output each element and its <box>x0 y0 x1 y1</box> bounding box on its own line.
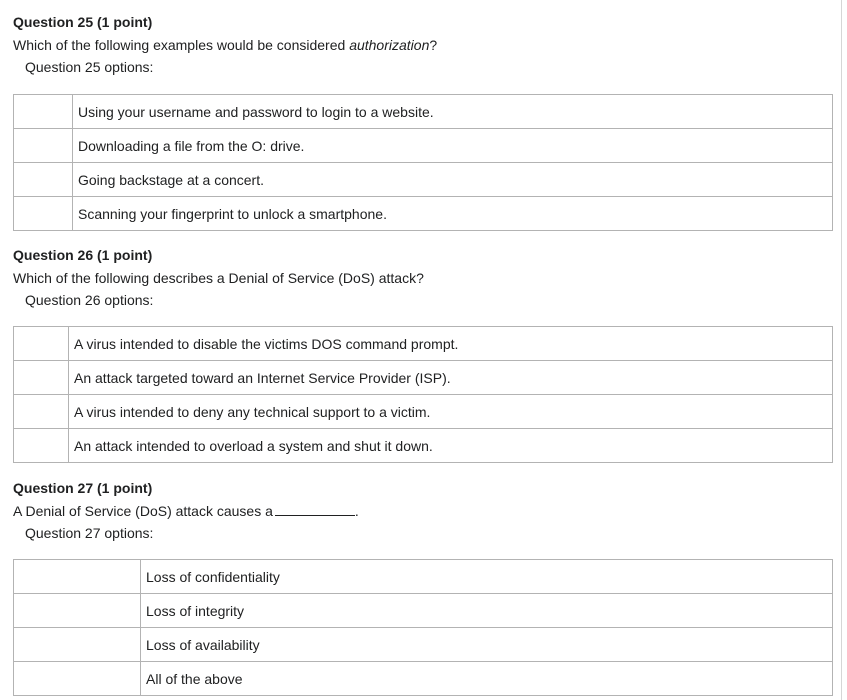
option-select-cell[interactable] <box>14 662 141 696</box>
option-row[interactable] <box>14 628 833 662</box>
option-select-cell[interactable] <box>14 628 141 662</box>
option-row[interactable] <box>14 327 833 361</box>
option-row[interactable] <box>14 594 833 628</box>
option-text[interactable]: A virus intended to deny any technical support to a victim. <box>69 395 833 429</box>
option-row[interactable] <box>14 129 833 163</box>
question-26 <box>13 247 833 454</box>
option-select-cell[interactable] <box>14 395 69 429</box>
option-row[interactable] <box>14 429 833 463</box>
question-text: Which of the following describes a Denial of Service (DoS) attack? <box>13 270 424 286</box>
option-text[interactable]: Scanning your fingerprint to unlock a smartphone. <box>73 197 833 231</box>
option-select-cell[interactable] <box>14 327 69 361</box>
question-title: Question 26 (1 point) <box>13 247 153 263</box>
option-text[interactable]: An attack targeted toward an Internet Service Provider (ISP). <box>69 361 833 395</box>
option-text[interactable]: A virus intended to disable the victims DOS command prompt. <box>69 327 833 361</box>
options-table <box>13 94 833 231</box>
option-row[interactable] <box>14 395 833 429</box>
option-text[interactable]: Loss of confidentiality <box>141 560 833 594</box>
option-select-cell[interactable] <box>14 429 69 463</box>
option-select-cell[interactable] <box>14 163 73 197</box>
option-text[interactable]: All of the above <box>141 662 833 696</box>
option-select-cell[interactable] <box>14 129 73 163</box>
options-table <box>13 326 833 463</box>
option-select-cell[interactable] <box>14 197 73 231</box>
page-right-border <box>841 0 842 700</box>
question-text: Which of the following examples would be considered authorization? <box>13 37 438 53</box>
options-table <box>13 559 833 696</box>
question-options-label: Question 25 options: <box>25 59 154 75</box>
option-row[interactable] <box>14 662 833 696</box>
question-25 <box>13 14 833 222</box>
option-select-cell[interactable] <box>14 361 69 395</box>
question-emphasis: authorization <box>349 37 430 53</box>
option-text[interactable]: Downloading a file from the O: drive. <box>73 129 833 163</box>
option-text[interactable]: Going backstage at a concert. <box>73 163 833 197</box>
option-text[interactable]: An attack intended to overload a system and shut it down. <box>69 429 833 463</box>
option-row[interactable] <box>14 361 833 395</box>
option-text[interactable]: Loss of availability <box>141 628 833 662</box>
option-row[interactable] <box>14 560 833 594</box>
option-row[interactable] <box>14 163 833 197</box>
question-options-label: Question 26 options: <box>25 292 154 308</box>
question-options-label: Question 27 options: <box>25 525 154 541</box>
question-27 <box>13 480 833 687</box>
question-title: Question 25 (1 point) <box>13 14 153 30</box>
question-text: A Denial of Service (DoS) attack causes a . <box>13 503 359 519</box>
option-select-cell[interactable] <box>14 560 141 594</box>
question-title: Question 27 (1 point) <box>13 480 153 496</box>
option-row[interactable] <box>14 95 833 129</box>
fill-in-blank <box>275 504 355 516</box>
option-row[interactable] <box>14 197 833 231</box>
option-select-cell[interactable] <box>14 594 141 628</box>
option-text[interactable]: Loss of integrity <box>141 594 833 628</box>
option-select-cell[interactable] <box>14 95 73 129</box>
option-text[interactable]: Using your username and password to login to a website. <box>73 95 833 129</box>
